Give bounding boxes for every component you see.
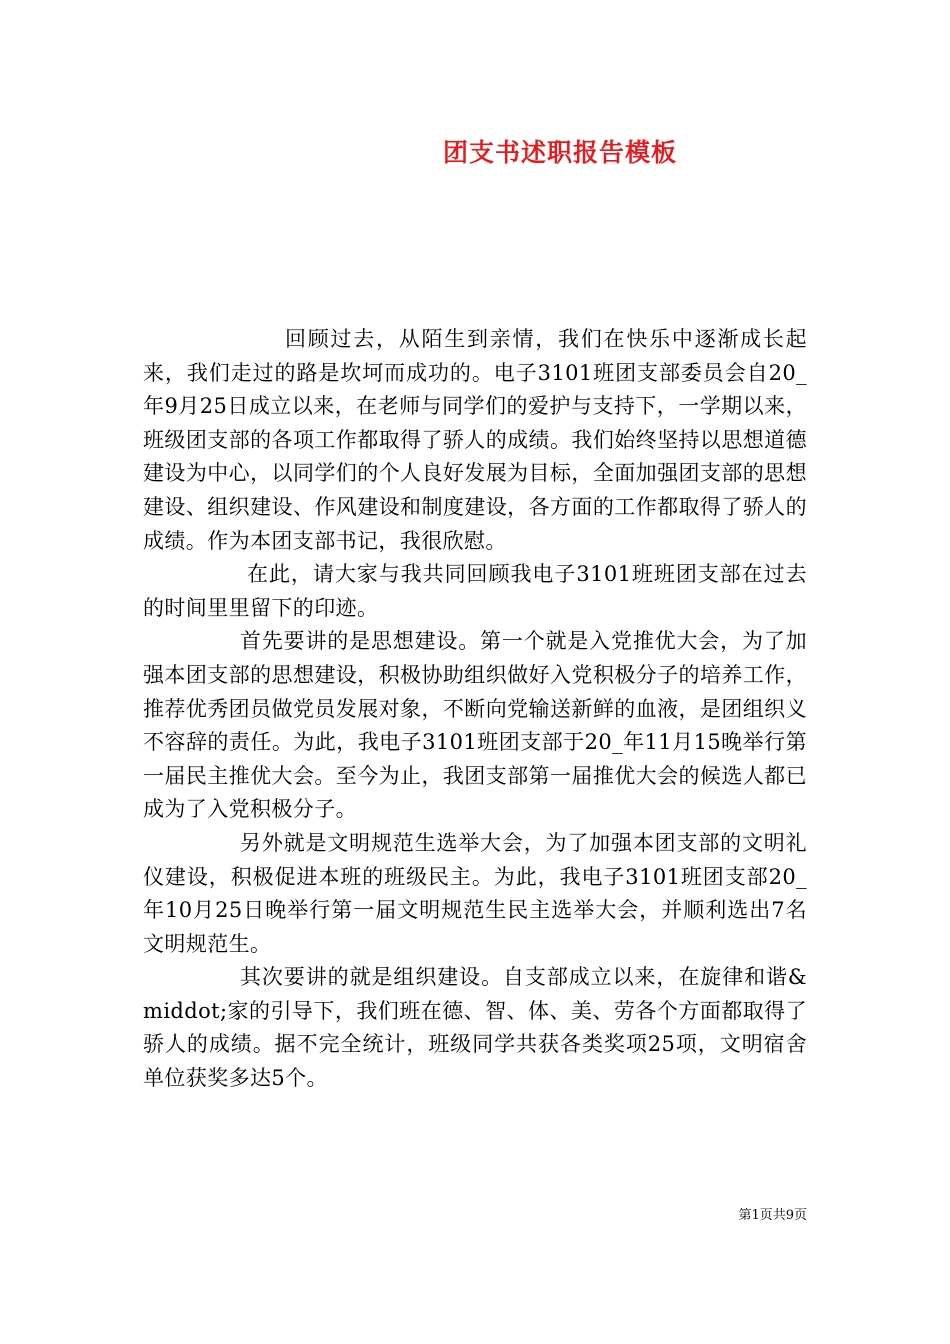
paragraph-intro: 回顾过去，从陌生到亲情，我们在快乐中逐渐成长起来，我们走过的路是坎坷而成功的。电子3101班团支部委员会自20_年9月25日成立以来，在老师与同学们的爱护与支持下，一学期以来，班级团支部的各项工作都取得了骄人的成绩。我们始终坚持以思想道德建设为中心，以同学们的个人良好发展为目标，全面加强团支部的思想建设、组织建设、作风建设和制度建设，各方面的工作都取得了骄人的成绩。作为本团支部书记，我很欣慰。 [143,327,807,553]
document-title: 团支书述职报告模板 [442,138,677,167]
paragraph-organization: 其次要讲的就是组织建设。自支部成立以来，在旋律和谐&middot;家的引导下，我们班在德、智、体、美、劳各个方面都取得了骄人的成绩。据不完全统计，班级同学共获各类奖项25项，文明宿舍单位获奖多达5个。 [143,965,807,1091]
paragraph-election: 另外就是文明规范生选举大会，为了加强本团支部的文明礼仪建设，积极促进本班的班级民主。为此，我电子3101班团支部20_年10月25日晚举行第一届文明规范生民主选举大会，并顺利选出7名文明规范生。 [143,830,807,956]
document-body [143,323,807,1096]
paragraph-review: 在此，请大家与我共同回顾我电子3101班班团支部在过去的时间里里留下的印迹。 [143,562,807,620]
page-number: 第1页共9页 [738,1208,807,1223]
paragraph-ideology: 首先要讲的是思想建设。第一个就是入党推优大会，为了加强本团支部的思想建设，积极协助组织做好入党积极分子的培养工作，推荐优秀团员做党员发展对象，不断向党输送新鲜的血液，是团组织义不容辞的责任。为此，我电子3101班团支部于20_年11月15晚举行第一届民主推优大会。至今为止，我团支部第一届推优大会的候选人都已成为了入党积极分子。 [143,629,807,822]
